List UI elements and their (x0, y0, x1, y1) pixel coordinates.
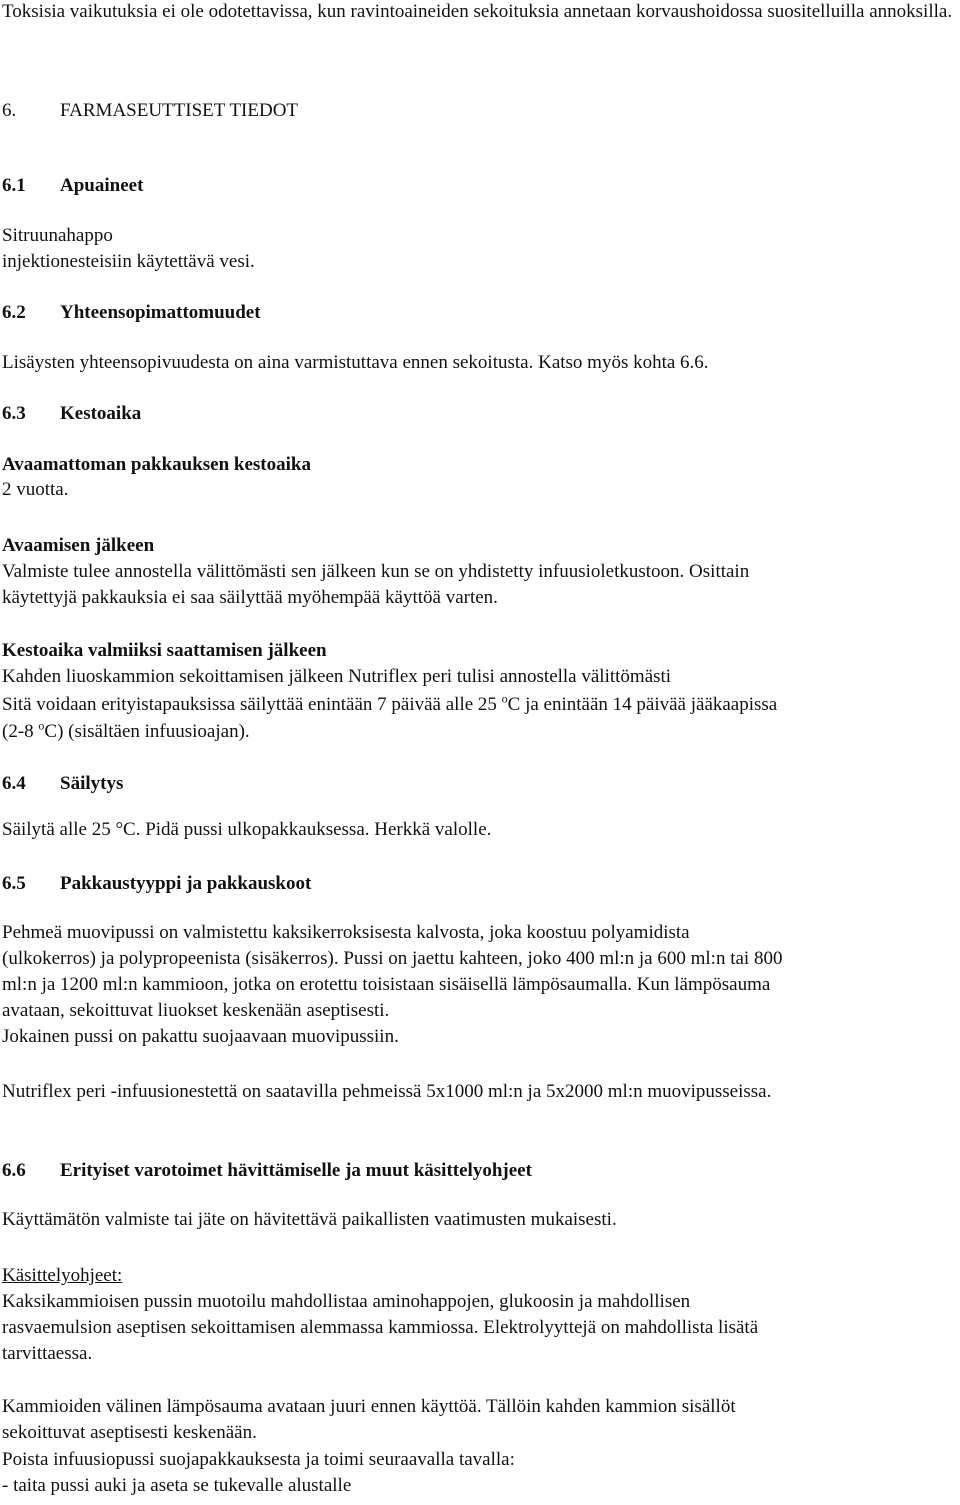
after-preparation-heading: Kestoaika valmiiksi saattamisen jälkeen (2, 640, 327, 661)
package-line: Jokainen pussi on pakattu suojaavaan muovipussiin. (2, 1026, 399, 1047)
text-fragment: C) (sisältäen infuusioajan). (44, 721, 250, 742)
seal-line: sekoittuvat aseptisesti keskenään. (2, 1422, 257, 1443)
unopened-shelf-life-heading: Avaamattoman pakkauksen kestoaika (2, 454, 311, 475)
section-title: Erityiset varotoimet hävittämiselle ja muut käsittelyohjeet (60, 1160, 532, 1181)
section-number: 6.6 (2, 1160, 26, 1181)
after-preparation-line (2, 691, 778, 716)
after-preparation-line (2, 718, 250, 743)
availability-text: Nutriflex peri -infuusionestettä on saatavilla pehmeissä 5x1000 ml:n ja 5x2000 ml:n muovipusseissa. (2, 1081, 772, 1102)
handling-line: Kaksikammioisen pussin muotoilu mahdollistaa aminohappojen, glukoosin ja mahdollisen (2, 1291, 691, 1312)
package-line: avataan, sekoittuvat liuokset keskenään aseptisesti. (2, 1000, 390, 1021)
section-6-5-heading (2, 873, 311, 895)
section-number: 6.2 (2, 302, 26, 323)
excipient-line: Sitruunahappo (2, 225, 113, 246)
text-fragment: (2-8 (2, 721, 39, 742)
seal-line: Kammioiden välinen lämpösauma avataan juuri ennen käyttöä. Tällöin kahden kammion sisällöt (2, 1396, 736, 1417)
after-preparation-line: Kahden liuoskammion sekoittamisen jälkeen Nutriflex peri tulisi annostella välittömästi (2, 666, 672, 687)
section-6-6-heading (2, 1160, 532, 1182)
unopened-shelf-life-text: 2 vuotta. (2, 479, 69, 500)
seal-line: Poista infuusiopussi suojapakkauksesta ja toimi seuraavalla tavalla: (2, 1449, 515, 1470)
after-opening-heading: Avaamisen jälkeen (2, 535, 155, 556)
package-line: Pehmeä muovipussi on valmistettu kaksikerroksisesta kalvosta, joka koostuu polyamidista (2, 922, 690, 943)
handling-line: rasvaemulsion aseptisen sekoittamisen alemmassa kammiossa. Elektrolyyttejä on mahdollista lisätä (2, 1317, 759, 1338)
section-6-4-heading (2, 773, 123, 795)
intro-text: Toksisia vaikutuksia ei ole odotettavissa, kun ravintoaineiden sekoituksia annetaan korvaushoidossa suositelluilla annoksilla. (2, 1, 953, 22)
section-number: 6.4 (2, 773, 26, 794)
incompatibility-text: Lisäysten yhteensopivuudesta on aina varmistuttava ennen sekoitusta. Katso myös kohta 6.6. (2, 352, 709, 373)
section-number: 6. (2, 100, 17, 121)
handling-line: tarvittaessa. (2, 1343, 93, 1364)
section-title: Kestoaika (60, 403, 142, 424)
section-6-heading (2, 100, 298, 122)
section-title: Apuaineet (60, 175, 144, 196)
excipient-line: injektionesteisiin käytettävä vesi. (2, 251, 255, 272)
disposal-text: Käyttämätön valmiste tai jäte on hävitettävä paikallisten vaatimusten mukaisesti. (2, 1209, 617, 1230)
section-number: 6.5 (2, 873, 26, 894)
section-6-1-heading (2, 175, 143, 197)
section-6-3-heading (2, 403, 141, 425)
after-opening-line: käytettyjä pakkauksia ei saa säilyttää myöhempää käyttöä varten. (2, 587, 498, 608)
after-opening-line: Valmiste tulee annostella välittömästi sen jälkeen kun se on yhdistetty infuusioletkustoon. Osittain (2, 561, 750, 582)
section-title: Yhteensopimattomuudet (60, 302, 261, 323)
degree-superscript: o (501, 691, 508, 706)
section-title: Pakkaustyyppi ja pakkauskoot (60, 873, 312, 894)
package-line: ml:n ja 1200 ml:n kammioon, jotka on erotettu toisistaan sisäisellä lämpösaumalla. Kun lämpösauma (2, 974, 771, 995)
section-title: Säilytys (60, 773, 124, 794)
package-line: (ulkokerros) ja polypropeenista (sisäkerros). Pussi on jaettu kahteen, joko 400 ml:n ja 600 ml:n tai 800 (2, 948, 783, 969)
handling-heading: Käsittelyohjeet: (2, 1265, 123, 1286)
section-number: 6.1 (2, 175, 26, 196)
section-title: FARMASEUTTISET TIEDOT (60, 100, 299, 121)
seal-line: - taita pussi auki ja aseta se tukevalle alustalle (2, 1475, 352, 1496)
text-fragment: C ja enintään 14 päivää jääkaapissa (507, 694, 778, 715)
degree-superscript: o (38, 718, 45, 733)
text-fragment: Sitä voidaan erityistapauksissa säilyttää enintään 7 päivää alle 25 (2, 694, 502, 715)
section-6-2-heading (2, 302, 261, 324)
storage-text: Säilytä alle 25 °C. Pidä pussi ulkopakkauksessa. Herkkä valolle. (2, 819, 492, 840)
section-number: 6.3 (2, 403, 26, 424)
